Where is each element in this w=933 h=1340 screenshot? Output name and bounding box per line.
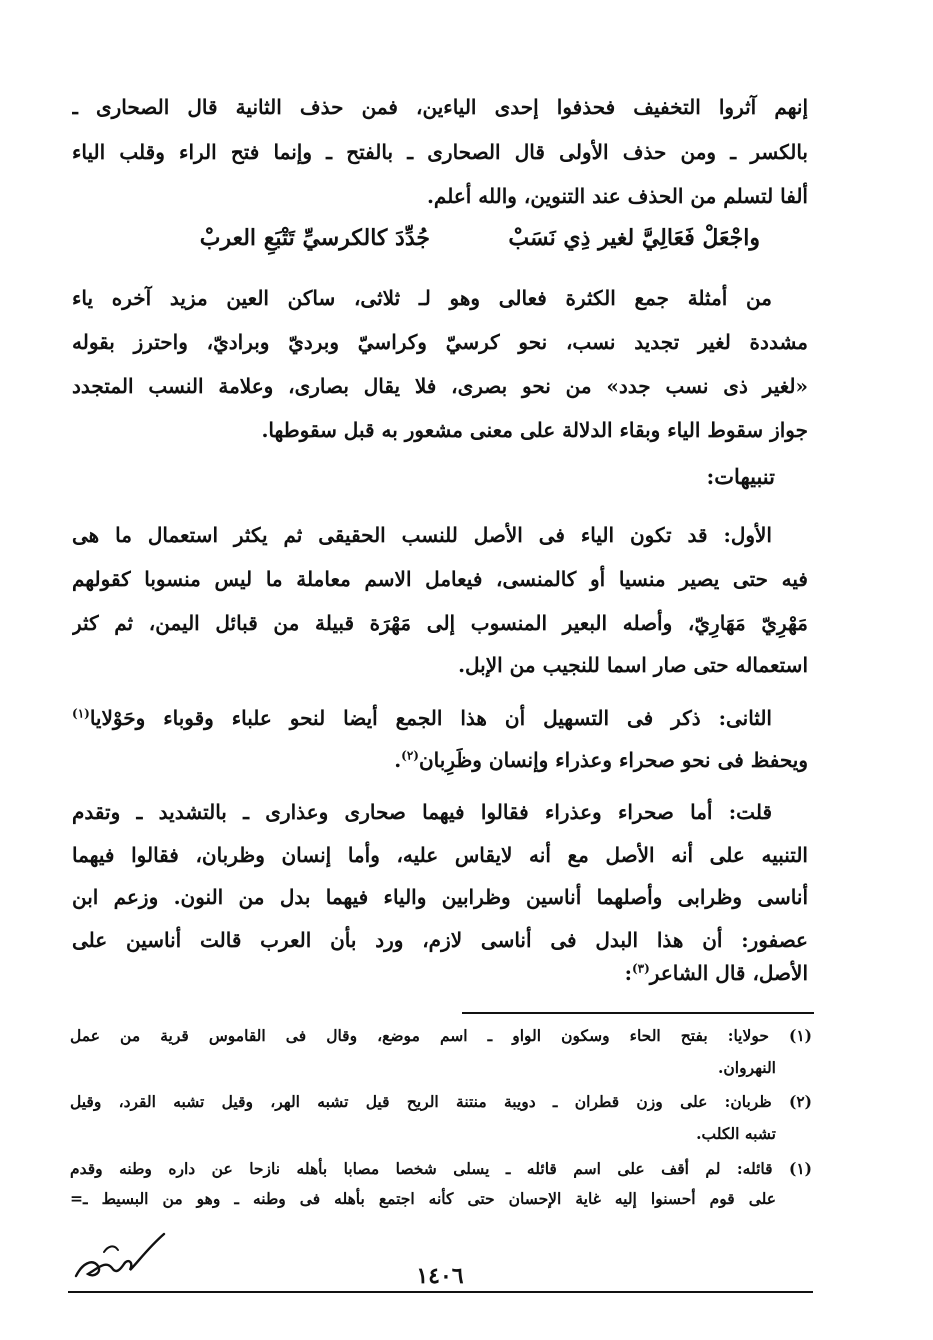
paragraph2-line: «لغير ذى نسب جدد» من نحو بصرى، فلا يقال بصارى، وعلامة النسب المتجدد [72, 374, 808, 398]
note2-second-line [300, 745, 808, 777]
note3-line-end: : [624, 961, 632, 985]
footnote-line: (١) حولايا: بفتح الحاء وسكون الواو ـ اسم موضع، وقال فى القاموس قرية من عمل [70, 1026, 812, 1045]
note3-line: عصفور: أن هذا البدل فى أناسى لازم، ورد بأن العرب قالت أناسين على [72, 928, 808, 952]
bottom-rule [68, 1291, 813, 1293]
handwritten-signature [68, 1228, 178, 1288]
footnote-line: (١) قائله: لم أقف على اسم قائله ـ يسلى شخصا مصابا بأهله نازحا عن داره وطنه وقدم [70, 1159, 812, 1178]
note1-line: فيه حتى يصير منسيا أو كالمنسى، فيعامل الاسم معاملة ما ليس منسوبا كقولهم [72, 567, 808, 591]
note2-lead: الثانى: [718, 706, 772, 730]
verse-hemistich-second: جُدِّدَ كالكرسيِّ تَتْبَعِ العربْ [199, 225, 430, 251]
footnote-ref-2: (٢) [401, 748, 419, 763]
note1-lead: الأول: [723, 523, 772, 547]
footnote-ref-1: (١) [72, 706, 90, 721]
note2-first-line [72, 703, 772, 735]
paragraph1-line: إنهم آثروا التخفيف فحذفوا إحدى الياءين، فمن حذف الثانية قال الصحارى ـ [72, 95, 808, 119]
section-heading: تنبيهات: [706, 464, 775, 489]
footnote-line: على قوم أحسنوا إليه غاية الإحسان حتى كأنه اجتمع بأهله فى وطنه ـ وهو من البسيط ـ= [70, 1189, 776, 1208]
verse-hemistich-first: واجْعَلْ فَعَالِيَّ لغير ذِي نَسَبْ [508, 225, 760, 251]
footnote-separator [462, 1012, 814, 1014]
note1-first-line [72, 520, 772, 552]
footnote-line: تشبه الكلب. [696, 1124, 776, 1143]
note3-lead: قلت: [728, 800, 772, 824]
note3-line: التنبيه على أنه الأصل مع أنه لايقاس عليه، وأما إنسان وظربان، فقالوا فيهما [72, 843, 808, 867]
paragraph2-line: جواز سقوط الياء وبقاء الدلالة على معنى مشعور به قبل سقوطها. [261, 418, 808, 442]
page-number: ١٤٠٦ [416, 1263, 464, 1289]
note1-line: قد تكون الياء فى الأصل للنسب الحقيقى ثم يكثر استعمال ما هى [72, 523, 708, 547]
note2-line: ويحفظ فى نحو صحراء وعذراء وإنسان وظَرِبان [418, 748, 808, 772]
paragraph2-line: مشددة لغير تجديد نسب، نحو كرسيّ وكراسيّ وبرديّ وبراديّ، واحترز بقوله [72, 330, 808, 354]
note3-last-line [560, 958, 808, 990]
footnote-line: (٢) ظربان: على وزن قطران ـ دويبة منتنة الريح قيل تشبه الهر، وقيل تشبه القرد، وقيل [70, 1092, 812, 1111]
note3-line: الأصل، قال الشاعر [649, 961, 808, 985]
note3-line: أما صحراء وعذراء فقالوا فيهما صحارى وعذارى ـ بالتشديد ـ وتقدم [72, 800, 713, 824]
paragraph1-line: بالكسر ـ ومن حذف الأولى قال الصحارى ـ بالفتح ـ وإنما فتح الراء وقلب الياء [72, 140, 808, 164]
note1-line: مَهْرِيّ مَهَارِيّ، وأصله البعير المنسوب إلى مَهْرَة قبيلة من قبائل اليمن، ثم كثر [72, 611, 808, 635]
note3-first-line [72, 797, 772, 829]
note2-line: ذكر فى التسهيل أن هذا الجمع أيضا لنحو علباء وقوباء وحَوْلايا [89, 706, 701, 730]
note3-line: أناسى وظرابى وأصلهما أناسين وظرابين والياء فيهما بدل من النون. وزعم ابن [72, 885, 808, 909]
note2-line-end: . [394, 748, 402, 772]
note1-line: استعماله حتى صار اسما للنجيب من الإبل. [458, 653, 808, 677]
footnote-ref-3: (٣) [631, 961, 650, 976]
paragraph2-line: من أمثلة جمع الكثرة فعالى وهو لـ ثلاثى، ساكن العين مزيد آخره ياء [72, 286, 772, 310]
paragraph1-line: ألفا لتسلم من الحذف عند التنوين، والله أعلم. [426, 184, 808, 208]
footnote-line: النهروان. [718, 1058, 776, 1077]
